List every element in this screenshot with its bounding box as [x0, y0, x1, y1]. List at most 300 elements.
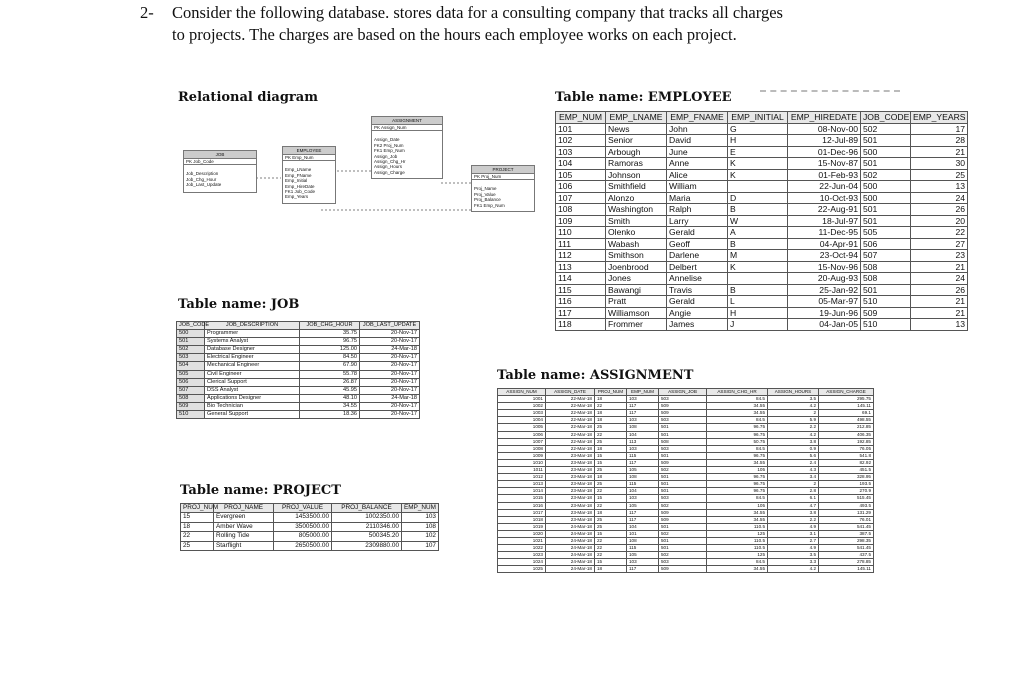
employee-cell: Pratt: [606, 296, 667, 308]
employee-cell: 103: [556, 146, 606, 158]
assignment-cell: 23-Mar-18: [546, 467, 595, 474]
employee-cell: Frommer: [606, 319, 667, 331]
employee-cell: 27: [911, 238, 968, 250]
job-cell: 55.78: [300, 370, 360, 378]
assignment-cell: 105: [627, 467, 659, 474]
assignment-cell: 503: [659, 445, 707, 452]
employee-cell: Smithson: [606, 250, 667, 262]
job-cell: 510: [177, 411, 205, 419]
employee-table-row: [556, 204, 968, 216]
question-text: [140, 2, 783, 46]
project-cell: Amber Wave: [214, 522, 274, 531]
job-cell: 48.10: [300, 394, 360, 402]
project-table-wrap: [180, 503, 439, 551]
assignment-table-row: [498, 467, 874, 474]
job-cell: 84.50: [300, 354, 360, 362]
assignment-cell: 1010: [498, 459, 546, 466]
employee-entity-pk: PK Emp_Num: [283, 155, 335, 161]
assignment-cell: 295.75: [819, 396, 874, 403]
assignment-cell: 22-Mar-18: [546, 417, 595, 424]
employee-column-header: EMP_YEARS: [911, 112, 968, 124]
job-cell: DSS Analyst: [205, 386, 300, 394]
assignment-cell: 82.92: [819, 459, 874, 466]
assignment-cell: 103: [627, 417, 659, 424]
assignment-cell: 25: [595, 516, 627, 523]
assignment-cell: 125: [707, 530, 768, 537]
assignment-cell: 3.4: [768, 474, 819, 481]
assignment-cell: 104: [627, 431, 659, 438]
assignment-cell: 1021: [498, 537, 546, 544]
employee-cell: Maria: [667, 192, 728, 204]
employee-cell: Gerald: [667, 227, 728, 239]
assignment-cell: 1001: [498, 396, 546, 403]
employee-cell: 21: [911, 261, 968, 273]
assignment-column-header: EMP_NUM: [627, 389, 659, 396]
employee-cell: L: [728, 296, 788, 308]
employee-table-row: [556, 250, 968, 262]
assignment-cell: 96.75: [707, 431, 768, 438]
assignment-table-row: [498, 530, 874, 537]
employee-cell: 23-Oct-94: [788, 250, 861, 262]
job-cell: Civil Engineer: [205, 370, 300, 378]
project-cell: 22: [181, 532, 214, 541]
assignment-cell: 406.35: [819, 431, 874, 438]
employee-cell: 505: [861, 227, 911, 239]
assignment-header-row: [498, 389, 874, 396]
assignment-cell: 503: [659, 396, 707, 403]
project-cell: Rolling Tide: [214, 532, 274, 541]
project-attr: FK1 Emp_Num: [474, 202, 505, 208]
assignment-cell: 3.3: [768, 559, 819, 566]
assignment-cell: 117: [627, 410, 659, 417]
assignment-cell: 34.55: [707, 509, 768, 516]
job-cell: 509: [177, 402, 205, 410]
assignment-cell: 502: [659, 467, 707, 474]
assignment-cell: 18: [595, 445, 627, 452]
job-entity-pk: PK Job_Code: [184, 159, 256, 165]
assignment-cell: 1022: [498, 545, 546, 552]
employee-cell: 26: [911, 204, 968, 216]
assignment-cell: 84.5: [707, 559, 768, 566]
job-cell: 26.87: [300, 378, 360, 386]
assignment-attr: Assign_Hours: [374, 164, 403, 170]
employee-table-row: [556, 296, 968, 308]
assignment-cell: 84.5: [707, 417, 768, 424]
project-cell: 2650500.00: [274, 541, 332, 550]
assignment-cell: 18: [595, 417, 627, 424]
employee-cell: Gerald: [667, 296, 728, 308]
assignment-table-row: [498, 431, 874, 438]
assignment-cell: 387.5: [819, 530, 874, 537]
job-table-row: [177, 362, 420, 370]
employee-cell: H: [728, 135, 788, 147]
employee-table-row: [556, 273, 968, 285]
employee-cell: 111: [556, 238, 606, 250]
assignment-cell: 498.55: [819, 417, 874, 424]
job-cell: 506: [177, 378, 205, 386]
assignment-cell: 84.5: [707, 495, 768, 502]
job-table-row: [177, 354, 420, 362]
assignment-table: [497, 388, 874, 573]
employee-cell: 21: [911, 307, 968, 319]
assignment-column-header: ASSIGN_CHG_HR: [707, 389, 768, 396]
project-cell: 102: [402, 532, 439, 541]
assignment-cell: 25: [595, 467, 627, 474]
assignment-table-row: [498, 396, 874, 403]
assignment-cell: 24-Mar-18: [546, 530, 595, 537]
assignment-cell: 110.5: [707, 537, 768, 544]
project-cell: 107: [402, 541, 439, 550]
assignment-cell: 2: [768, 410, 819, 417]
assignment-cell: 22-Mar-18: [546, 396, 595, 403]
assignment-cell: 110.5: [707, 545, 768, 552]
question-line-2: to projects. The charges are based on the hours each employee works on each project.: [172, 25, 737, 44]
assignment-cell: 117: [627, 459, 659, 466]
employee-cell: M: [728, 250, 788, 262]
project-attr: Proj_Value: [474, 191, 496, 197]
employee-cell: B: [728, 284, 788, 296]
assignment-attr: Assign_Date: [374, 137, 400, 143]
assignment-cell: 96.75: [707, 424, 768, 431]
assignment-cell: 113: [627, 438, 659, 445]
employee-cell: Travis: [667, 284, 728, 296]
project-column-header: PROJ_NAME: [214, 504, 274, 513]
assignment-table-row: [498, 481, 874, 488]
job-cell: 35.75: [300, 330, 360, 338]
assignment-cell: 509: [659, 509, 707, 516]
employee-cell: A: [728, 227, 788, 239]
project-cell: Evergreen: [214, 513, 274, 522]
employee-cell: David: [667, 135, 728, 147]
assignment-cell: 34.55: [707, 566, 768, 573]
employee-cell: 506: [861, 238, 911, 250]
employee-cell: 20: [911, 215, 968, 227]
job-cell: 34.55: [300, 402, 360, 410]
job-cell: 20-Nov-17: [360, 330, 420, 338]
employee-cell: J: [728, 319, 788, 331]
assignment-cell: 503: [659, 417, 707, 424]
assignment-table-row: [498, 403, 874, 410]
assignment-cell: 1012: [498, 474, 546, 481]
employee-cell: News: [606, 123, 667, 135]
assignment-cell: 328.95: [819, 474, 874, 481]
project-heading: Table name: PROJECT: [180, 483, 341, 498]
assignment-cell: 145.11: [819, 566, 874, 573]
employee-table-row: [556, 192, 968, 204]
job-cell: Applications Designer: [205, 394, 300, 402]
assignment-cell: 15: [595, 530, 627, 537]
assignment-cell: 15: [595, 459, 627, 466]
assignment-table-row: [498, 438, 874, 445]
assignment-attr: Assign_Charge: [374, 169, 405, 175]
assignment-cell: 508: [659, 438, 707, 445]
employee-cell: 24: [911, 192, 968, 204]
job-cell: Mechanical Engineer: [205, 362, 300, 370]
assignment-attr: FK1 Emp_Num: [374, 148, 405, 154]
employee-cell: B: [728, 204, 788, 216]
assignment-cell: 501: [659, 537, 707, 544]
assignment-cell: 1002: [498, 403, 546, 410]
employee-cell: K: [728, 158, 788, 170]
assignment-cell: 5.6: [768, 452, 819, 459]
employee-cell: D: [728, 192, 788, 204]
assignment-cell: 25: [595, 523, 627, 530]
assignment-cell: 18: [595, 566, 627, 573]
job-table-row: [177, 411, 420, 419]
assignment-cell: 22: [595, 431, 627, 438]
employee-cell: 118: [556, 319, 606, 331]
employee-cell: B: [728, 238, 788, 250]
assignment-table-row: [498, 459, 874, 466]
job-cell: Clerical Support: [205, 378, 300, 386]
employee-cell: 11-Dec-95: [788, 227, 861, 239]
job-table-row: [177, 346, 420, 354]
employee-entity: [282, 146, 336, 204]
assignment-cell: 23-Mar-18: [546, 459, 595, 466]
job-cell: Programmer: [205, 330, 300, 338]
assignment-cell: 105: [707, 502, 768, 509]
assignment-cell: 1015: [498, 495, 546, 502]
job-cell: 24-Mar-18: [360, 394, 420, 402]
project-table-row: [181, 541, 439, 550]
assignment-cell: 2.7: [768, 537, 819, 544]
employee-cell: 15-Nov-96: [788, 261, 861, 273]
employee-cell: H: [728, 307, 788, 319]
employee-cell: Delbert: [667, 261, 728, 273]
assignment-cell: 22-Mar-18: [546, 403, 595, 410]
employee-table-row: [556, 319, 968, 331]
assignment-cell: 23-Mar-18: [546, 474, 595, 481]
assignment-cell: 502: [659, 502, 707, 509]
job-attr: Job_Last_Update: [186, 182, 222, 188]
employee-table: [555, 111, 968, 331]
job-header-row: [177, 322, 420, 330]
assignment-cell: 1014: [498, 488, 546, 495]
assignment-cell: 4.7: [768, 502, 819, 509]
employee-table-row: [556, 123, 968, 135]
job-cell: 504: [177, 362, 205, 370]
employee-attr: Emp_Initial: [285, 178, 308, 184]
employee-cell: 20-Aug-93: [788, 273, 861, 285]
employee-cell: G: [728, 123, 788, 135]
employee-table-row: [556, 261, 968, 273]
employee-cell: 502: [861, 123, 911, 135]
employee-cell: 110: [556, 227, 606, 239]
job-table-row: [177, 386, 420, 394]
employee-cell: [728, 273, 788, 285]
assignment-cell: 76.05: [819, 445, 874, 452]
job-cell: 507: [177, 386, 205, 394]
employee-cell: John: [667, 123, 728, 135]
assignment-cell: 1016: [498, 502, 546, 509]
assignment-cell: 541.45: [819, 545, 874, 552]
assignment-table-row: [498, 474, 874, 481]
relational-diagram-heading: Relational diagram: [178, 90, 318, 105]
job-cell: 125.00: [300, 346, 360, 354]
assignment-cell: 108: [627, 537, 659, 544]
employee-column-header: EMP_FNAME: [667, 112, 728, 124]
assignment-cell: 103: [627, 445, 659, 452]
assignment-cell: 117: [627, 403, 659, 410]
assignment-cell: 1025: [498, 566, 546, 573]
assignment-cell: 22: [595, 545, 627, 552]
employee-table-row: [556, 169, 968, 181]
assignment-cell: 22-Mar-18: [546, 438, 595, 445]
assignment-cell: 96.75: [707, 452, 768, 459]
assignment-column-header: ASSIGN_DATE: [546, 389, 595, 396]
assignment-cell: 101: [627, 530, 659, 537]
job-column-header: JOB_LAST_UPDATE: [360, 322, 420, 330]
employee-cell: 21: [911, 296, 968, 308]
employee-cell: 500: [861, 192, 911, 204]
assignment-table-row: [498, 545, 874, 552]
job-cell: 20-Nov-17: [360, 378, 420, 386]
assignment-entity-pk: PK Assign_Num: [372, 125, 442, 131]
assignment-cell: 96.75: [707, 481, 768, 488]
assignment-cell: 131.29: [819, 509, 874, 516]
employee-cell: 116: [556, 296, 606, 308]
job-table-row: [177, 402, 420, 410]
employee-cell: 105: [556, 169, 606, 181]
job-cell: 505: [177, 370, 205, 378]
assignment-cell: 22-Mar-18: [546, 410, 595, 417]
assignment-column-header: PROJ_NUM: [595, 389, 627, 396]
assignment-cell: 105: [707, 467, 768, 474]
assignment-cell: 1017: [498, 509, 546, 516]
employee-heading: Table name: EMPLOYEE: [555, 90, 732, 105]
employee-cell: Anne: [667, 158, 728, 170]
employee-cell: 507: [861, 250, 911, 262]
employee-cell: Geoff: [667, 238, 728, 250]
employee-cell: 113: [556, 261, 606, 273]
assignment-cell: 270.9: [819, 488, 874, 495]
assignment-cell: 501: [659, 488, 707, 495]
employee-cell: 114: [556, 273, 606, 285]
assignment-cell: 34.55: [707, 516, 768, 523]
employee-cell: 12-Jul-89: [788, 135, 861, 147]
employee-cell: 108: [556, 204, 606, 216]
job-cell: 20-Nov-17: [360, 354, 420, 362]
project-cell: 1002350.00: [332, 513, 402, 522]
assignment-cell: 192.85: [819, 438, 874, 445]
assignment-cell: 18: [595, 474, 627, 481]
employee-cell: Arbough: [606, 146, 667, 158]
project-attr: Proj_Name: [474, 186, 497, 192]
assignment-cell: 104: [627, 488, 659, 495]
job-cell: 503: [177, 354, 205, 362]
assignment-cell: 117: [627, 516, 659, 523]
assignment-cell: 1018: [498, 516, 546, 523]
job-cell: 502: [177, 346, 205, 354]
assignment-cell: 2.8: [768, 488, 819, 495]
assignment-cell: 145.11: [819, 403, 874, 410]
assignment-cell: 515.45: [819, 495, 874, 502]
assignment-cell: 1006: [498, 431, 546, 438]
assignment-cell: 23-Mar-18: [546, 502, 595, 509]
assignment-table-row: [498, 523, 874, 530]
job-cell: 20-Nov-17: [360, 370, 420, 378]
assignment-cell: 1003: [498, 410, 546, 417]
assignment-cell: 502: [659, 552, 707, 559]
employee-cell: 21: [911, 146, 968, 158]
employee-table-row: [556, 215, 968, 227]
assignment-cell: 96.75: [707, 474, 768, 481]
employee-cell: 26: [911, 284, 968, 296]
job-cell: 24-Mar-18: [360, 346, 420, 354]
job-table-row: [177, 338, 420, 346]
employee-cell: 501: [861, 284, 911, 296]
project-table-row: [181, 513, 439, 522]
assignment-cell: 509: [659, 566, 707, 573]
question-line-1: Consider the following database. stores data for a consulting company that tracks all charges: [172, 3, 783, 22]
assignment-table-row: [498, 495, 874, 502]
employee-cell: 509: [861, 307, 911, 319]
employee-cell: Ramoras: [606, 158, 667, 170]
employee-cell: Annelise: [667, 273, 728, 285]
employee-cell: Bawangi: [606, 284, 667, 296]
project-entity-title: PROJECT: [472, 166, 534, 174]
job-attr: Job_Chg_Hour: [186, 176, 217, 182]
employee-attr: Emp_HireDate: [285, 183, 315, 189]
assignment-cell: 501: [659, 452, 707, 459]
employee-attr: Emp_Years: [285, 194, 309, 200]
job-table: [176, 321, 420, 419]
assignment-cell: 4.2: [768, 431, 819, 438]
employee-cell: 102: [556, 135, 606, 147]
employee-cell: 508: [861, 261, 911, 273]
employee-table-row: [556, 146, 968, 158]
employee-table-row: [556, 135, 968, 147]
job-entity-title: JOB: [184, 151, 256, 159]
assignment-cell: 25: [595, 438, 627, 445]
project-cell: 108: [402, 522, 439, 531]
assignment-column-header: ASSIGN_NUM: [498, 389, 546, 396]
assignment-cell: 501: [659, 523, 707, 530]
job-cell: 500: [177, 330, 205, 338]
employee-cell: W: [728, 215, 788, 227]
assignment-cell: 110.5: [707, 523, 768, 530]
employee-cell: 24: [911, 273, 968, 285]
employee-cell: James: [667, 319, 728, 331]
project-cell: 1453500.00: [274, 513, 332, 522]
employee-cell: Smith: [606, 215, 667, 227]
assignment-table-row: [498, 445, 874, 452]
assignment-cell: 15: [595, 495, 627, 502]
assignment-cell: 103: [627, 495, 659, 502]
assignment-cell: 25: [595, 481, 627, 488]
assignment-cell: 24-Mar-18: [546, 552, 595, 559]
employee-table-row: [556, 227, 968, 239]
assignment-table-row: [498, 509, 874, 516]
assignment-attr: Assign_Job: [374, 153, 398, 159]
employee-column-header: EMP_HIREDATE: [788, 112, 861, 124]
assignment-cell: 1007: [498, 438, 546, 445]
assignment-cell: 4.2: [768, 566, 819, 573]
employee-cell: 501: [861, 158, 911, 170]
employee-cell: William: [667, 181, 728, 193]
employee-cell: Olenko: [606, 227, 667, 239]
employee-cell: 115: [556, 284, 606, 296]
assignment-table-row: [498, 410, 874, 417]
employee-cell: 106: [556, 181, 606, 193]
assignment-cell: 501: [659, 545, 707, 552]
assignment-cell: 25: [595, 424, 627, 431]
employee-table-row: [556, 284, 968, 296]
employee-cell: 501: [861, 135, 911, 147]
assignment-cell: 34.55: [707, 410, 768, 417]
assignment-heading: Table name: ASSIGNMENT: [497, 368, 694, 383]
assignment-cell: 493.5: [819, 502, 874, 509]
